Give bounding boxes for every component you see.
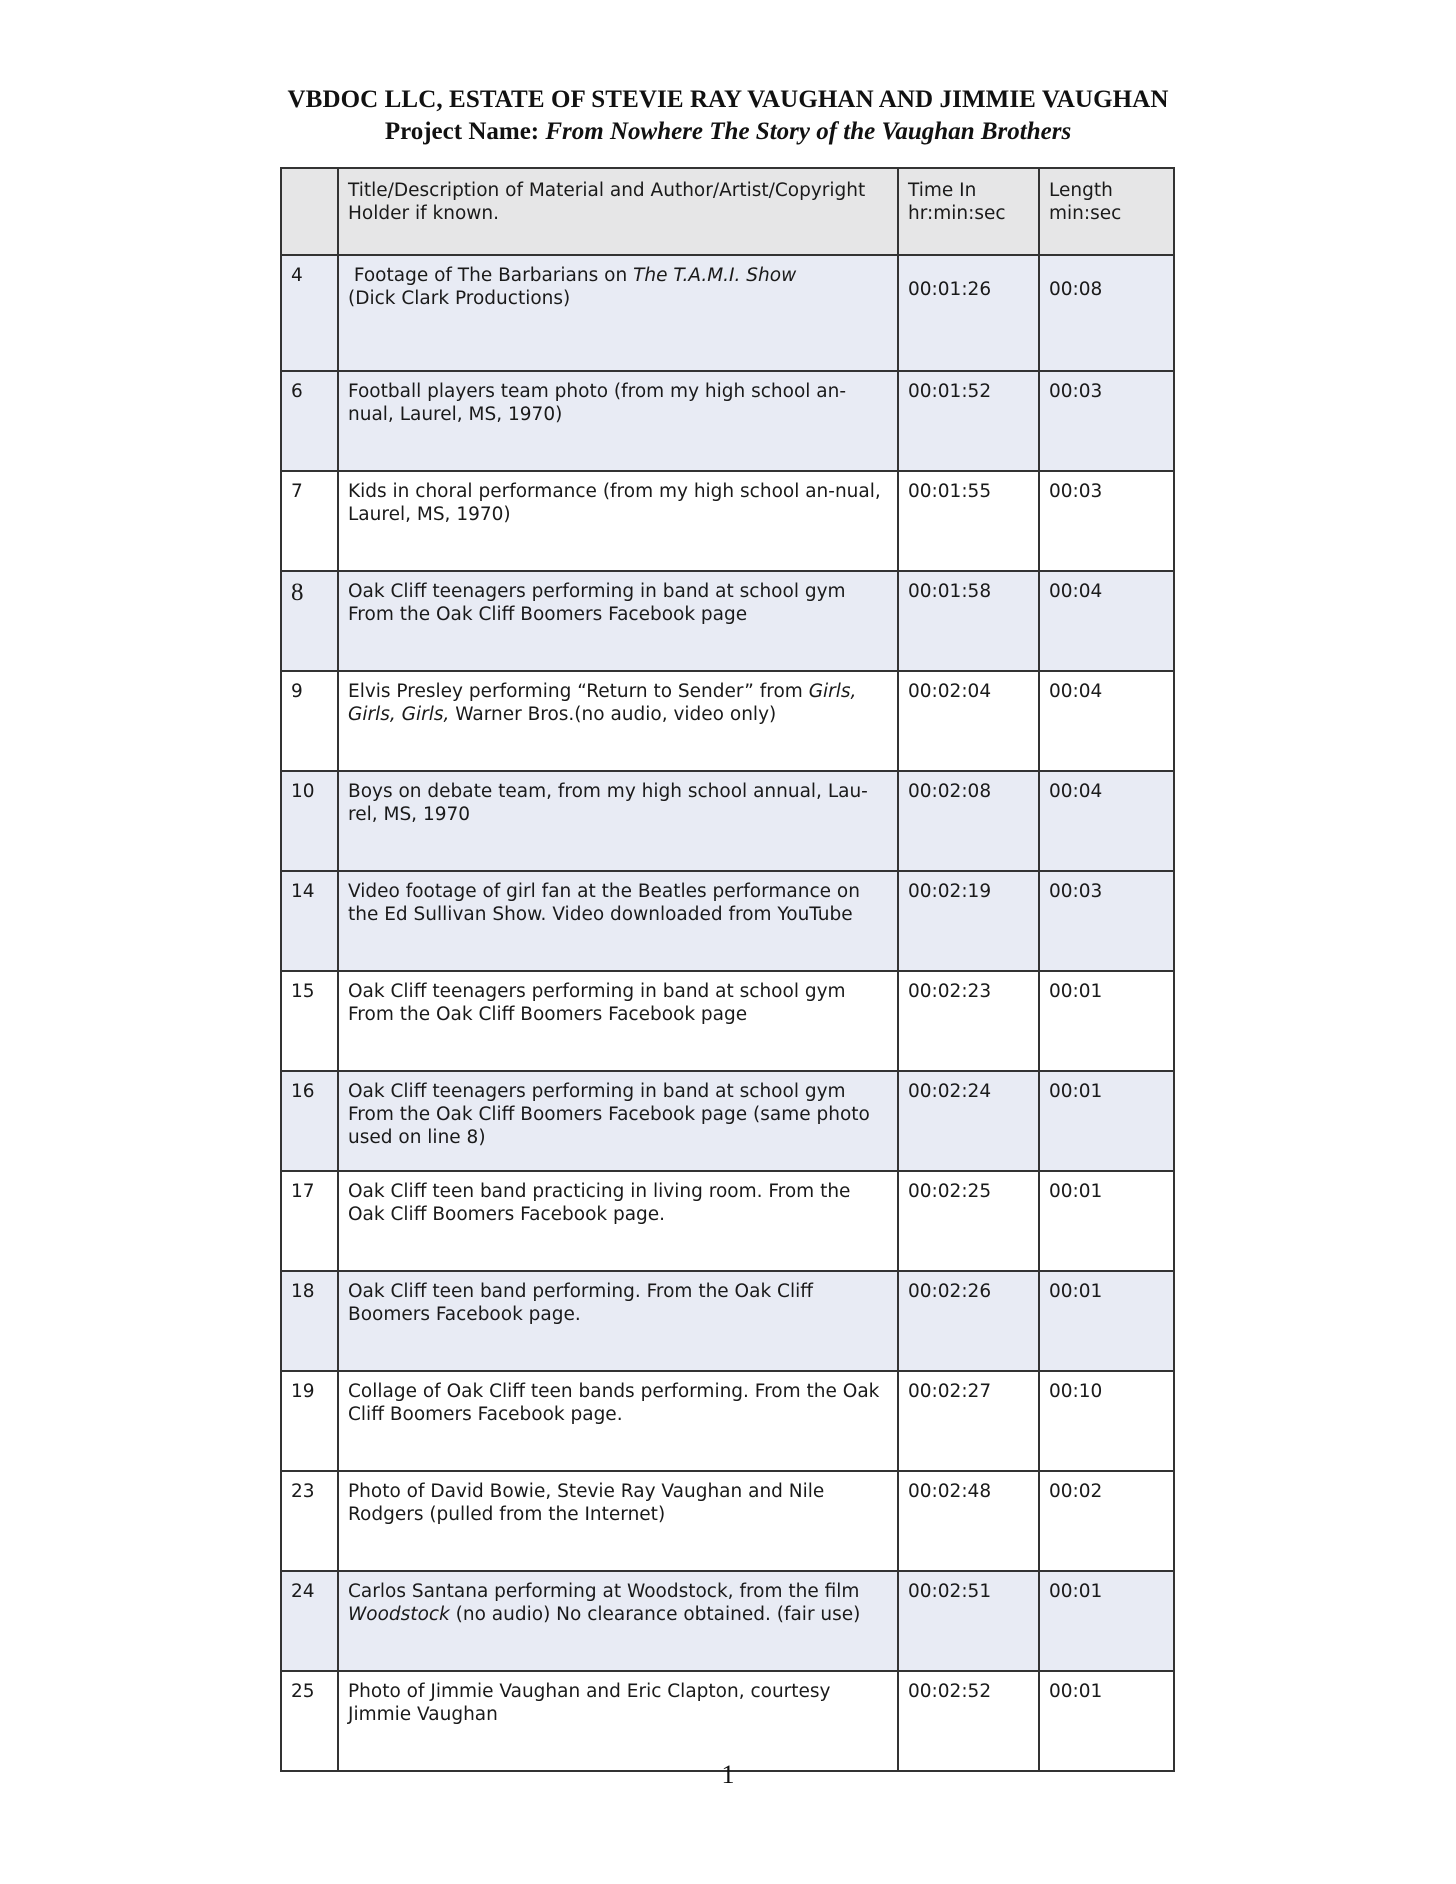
row-description: Oak Cliff teen band performing. From the Oak Cliff Boomers Facebook page. [338, 1271, 898, 1371]
header-time-in-format: hr:min:sec [908, 203, 1006, 224]
table-row [281, 1071, 1174, 1171]
row-description-italic: The T.A.M.I. Show [633, 265, 797, 286]
row-number: 18 [281, 1271, 338, 1371]
row-description: Kids in choral performance (from my high school an-nual, Laurel, MS, 1970) [338, 471, 898, 571]
row-number: 10 [281, 771, 338, 871]
row-length [1039, 255, 1174, 371]
row-time-in: 00:02:26 [898, 1271, 1039, 1371]
row-description: Oak Cliff teenagers performing in band at school gym From the Oak Cliff Boomers Facebook page [338, 571, 898, 671]
table-row [281, 255, 1174, 371]
row-number: 25 [281, 1671, 338, 1771]
row-description: Video footage of girl fan at the Beatles performance on the Ed Sullivan Show. Video downloaded from YouTube [338, 871, 898, 971]
header-description: Title/Description of Material and Author/Artist/Copyright Holder if known. [338, 168, 898, 255]
row-length: 00:01 [1039, 1671, 1174, 1771]
row-number: 4 [281, 255, 338, 371]
row-description-text: Elvis Presley performing “Return to Sender” from [348, 681, 809, 702]
row-length: 00:03 [1039, 871, 1174, 971]
row-description-text-2: Warner Bros.(no audio, video only) [449, 704, 777, 725]
clearance-table [280, 167, 1175, 1772]
table-header-row [281, 168, 1174, 255]
table-row [281, 1171, 1174, 1271]
table-row [281, 1671, 1174, 1771]
row-time-in: 00:02:52 [898, 1671, 1039, 1771]
row-description: Oak Cliff teen band practicing in living room. From the Oak Cliff Boomers Facebook page. [338, 1171, 898, 1271]
table-row [281, 971, 1174, 1071]
row-description [338, 671, 898, 771]
row-length: 00:01 [1039, 1171, 1174, 1271]
row-description: Photo of Jimmie Vaughan and Eric Clapton, courtesy Jimmie Vaughan [338, 1671, 898, 1771]
table-row [281, 1271, 1174, 1371]
row-time-in: 00:02:23 [898, 971, 1039, 1071]
row-description: Boys on debate team, from my high school annual, Lau-rel, MS, 1970 [338, 771, 898, 871]
row-length: 00:01 [1039, 1271, 1174, 1371]
project-line [0, 116, 1456, 148]
row-length: 00:01 [1039, 1571, 1174, 1671]
row-length: 00:03 [1039, 471, 1174, 571]
row-description-italic: Woodstock [348, 1604, 450, 1625]
row-time-in: 00:02:48 [898, 1471, 1039, 1571]
row-number: 15 [281, 971, 338, 1071]
table-row [281, 771, 1174, 871]
row-number: 7 [281, 471, 338, 571]
row-time-in: 00:02:27 [898, 1371, 1039, 1471]
row-description-text-2: (no audio) No clearance obtained. (fair use) [449, 1604, 861, 1625]
table-row [281, 671, 1174, 771]
table-row [281, 1371, 1174, 1471]
row-description-text: Footage of The Barbarians on [348, 265, 634, 286]
row-number: 23 [281, 1471, 338, 1571]
row-description: Oak Cliff teenagers performing in band at school gym From the Oak Cliff Boomers Facebook page [338, 971, 898, 1071]
row-number [281, 571, 338, 671]
row-time-in: 00:02:19 [898, 871, 1039, 971]
row-description: Collage of Oak Cliff teen bands performing. From the Oak Cliff Boomers Facebook page. [338, 1371, 898, 1471]
header-length-label: Length [1049, 180, 1113, 201]
row-number: 9 [281, 671, 338, 771]
project-label: Project Name: [384, 118, 540, 145]
row-length: 00:01 [1039, 1071, 1174, 1171]
page-number: 1 [721, 1760, 735, 1789]
row-number-value: 8 [291, 579, 304, 606]
row-number: 6 [281, 371, 338, 471]
row-time-in: 00:01:55 [898, 471, 1039, 571]
header-length-format: min:sec [1049, 203, 1122, 224]
row-number: 17 [281, 1171, 338, 1271]
row-description-text: Carlos Santana performing at Woodstock, from the film [348, 1581, 860, 1602]
row-length: 00:01 [1039, 971, 1174, 1071]
row-number: 14 [281, 871, 338, 971]
row-description: Oak Cliff teenagers performing in band at school gym From the Oak Cliff Boomers Facebook page (same photo used on line 8) [338, 1071, 898, 1171]
row-number: 16 [281, 1071, 338, 1171]
row-description [338, 1571, 898, 1671]
row-length: 00:04 [1039, 671, 1174, 771]
table-row [281, 371, 1174, 471]
document-title: VBDOC LLC, ESTATE OF STEVIE RAY VAUGHAN AND JIMMIE VAUGHAN [287, 86, 1169, 113]
header-number [281, 168, 338, 255]
row-length: 00:10 [1039, 1371, 1174, 1471]
row-time-in: 00:02:08 [898, 771, 1039, 871]
table-row [281, 471, 1174, 571]
table-row [281, 1571, 1174, 1671]
table-row [281, 571, 1174, 671]
document-header [0, 84, 1456, 148]
row-time-in [898, 255, 1039, 371]
row-time-in: 00:02:24 [898, 1071, 1039, 1171]
header-time-in [898, 168, 1039, 255]
row-time-in-value: 00:01:26 [908, 279, 992, 300]
row-length: 00:02 [1039, 1471, 1174, 1571]
project-name: From Nowhere The Story of the Vaughan Brothers [545, 118, 1072, 145]
row-length: 00:04 [1039, 571, 1174, 671]
table-row [281, 1471, 1174, 1571]
row-description: Football players team photo (from my high school an-nual, Laurel, MS, 1970) [338, 371, 898, 471]
row-time-in: 00:01:52 [898, 371, 1039, 471]
row-time-in: 00:02:04 [898, 671, 1039, 771]
row-length: 00:03 [1039, 371, 1174, 471]
row-description-italic: Girls, Girls, Girls, [348, 681, 857, 725]
header-time-in-label: Time In [908, 180, 977, 201]
header-length [1039, 168, 1174, 255]
row-time-in: 00:02:51 [898, 1571, 1039, 1671]
row-number: 24 [281, 1571, 338, 1671]
row-description-text-2: (Dick Clark Productions) [348, 288, 571, 309]
row-time-in: 00:01:58 [898, 571, 1039, 671]
row-description [338, 255, 898, 371]
table-row [281, 871, 1174, 971]
row-description: Photo of David Bowie, Stevie Ray Vaughan and Nile Rodgers (pulled from the Internet) [338, 1471, 898, 1571]
row-time-in: 00:02:25 [898, 1171, 1039, 1271]
row-length-value: 00:08 [1049, 279, 1103, 300]
row-length: 00:04 [1039, 771, 1174, 871]
row-number: 19 [281, 1371, 338, 1471]
